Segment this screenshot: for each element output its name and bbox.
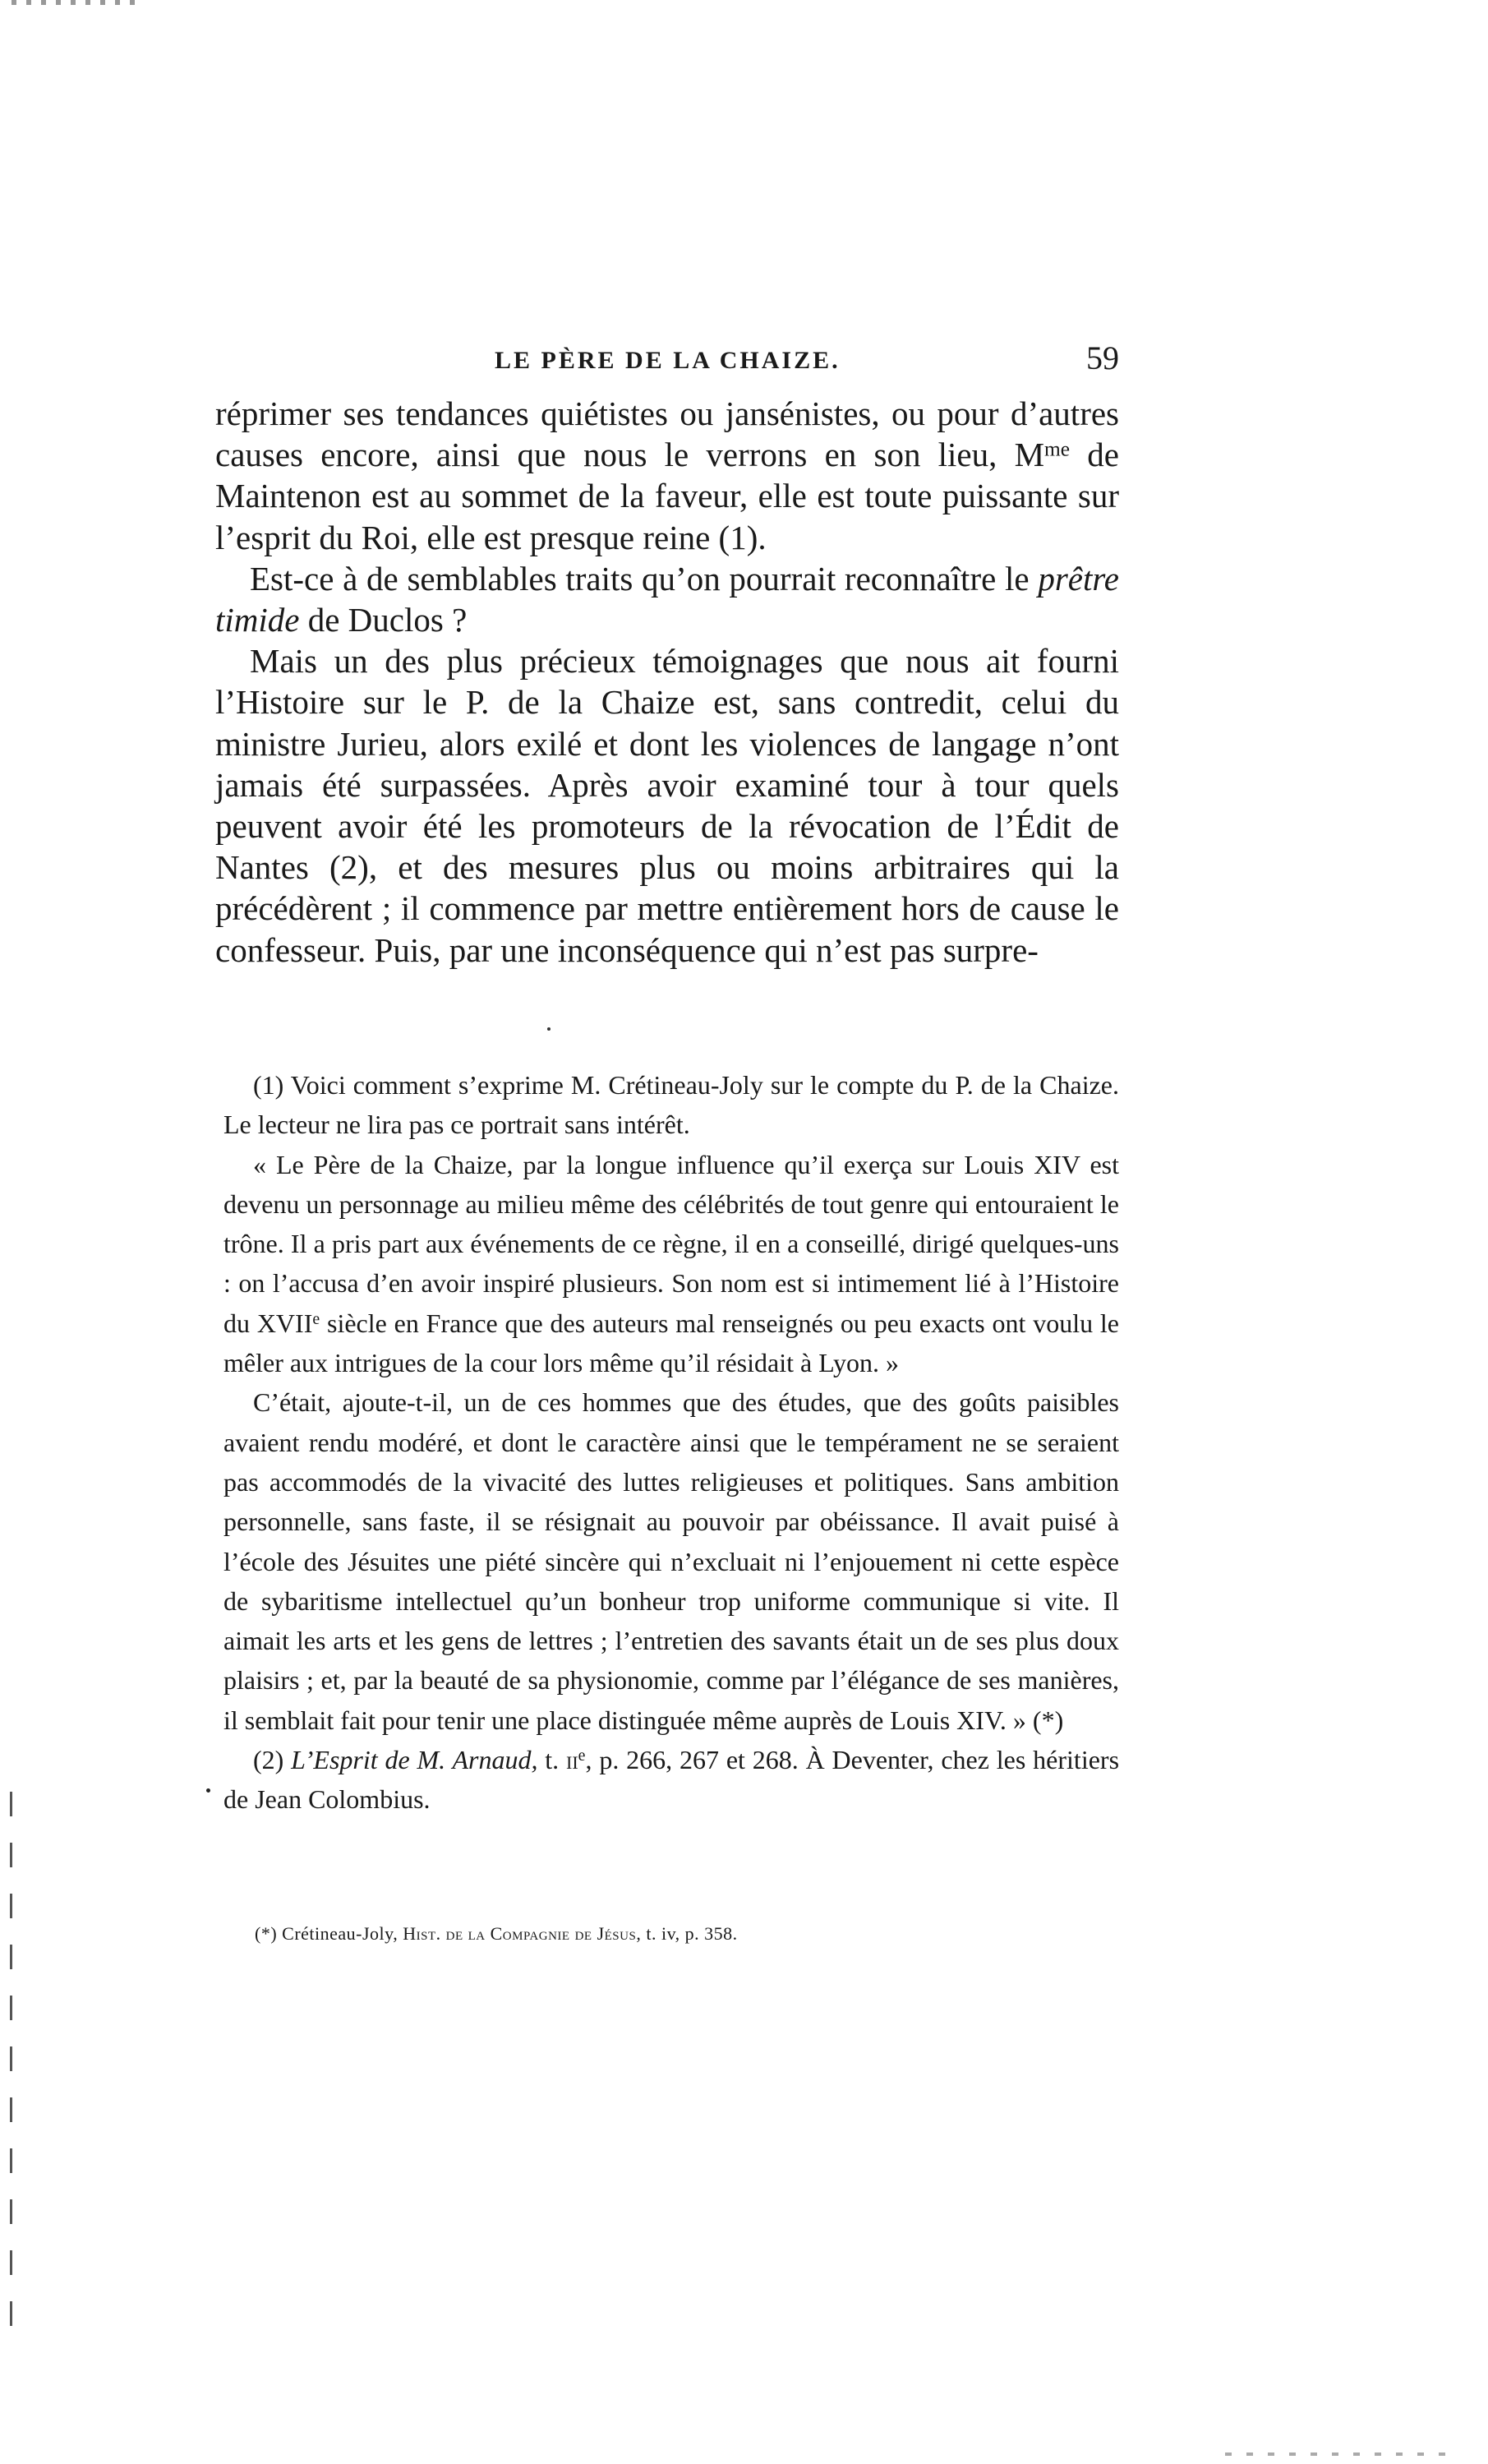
citation-note: (*) Crétineau-Joly, Hist. de la Compagnie de Jésus, t. iv, p. 358. xyxy=(255,1923,738,1944)
paragraph-1: réprimer ses tendances quiétistes ou jansénistes, ou pour d’autres causes encore, ainsi que nous le verrons en son lieu, $M^{me}$ de Maintenon est au sommet de la faveur, elle est toute puissante sur l’esprit du Roi, elle est presque reine (1). xyxy=(215,395,1119,556)
footnote-1-continuation: C’était, ajoute-t-il, un de ces hommes que des études, que des goûts paisibles avaient rendu modéré, et dont le caractère ainsi que le tempérament ne se seraient pas accommodés de la vivacité des luttes religieuses et politiques. Sans ambition personnelle, sans faste, il se résignait au pouvoir par obéissance. Il avait puisé à l’école des Jésuites une piété sincère qui n’excluait ni l’enjouement ni cette espèce de sybaritisme intellectuel qu’un bonheur trop uniforme communique si vite. Il aimait les arts et les gens de lettres ; l’entretien des savants était un de ses plus doux plaisirs ; et, par la beauté de sa physionomie, comme par l’élégance de ses manières, il semblait fait pour tenir une place distinguée même auprès de Louis XIV. » (*) xyxy=(223,1387,1119,1735)
paragraph-2: Est-ce à de semblables traits qu’on pourrait reconnaître le prêtre timide de Duclos ? xyxy=(215,559,1119,639)
footnote-2: (2) L’Esprit de M. Arnaud, t. $ii^e$, p. 266, 267 et 268. À Deventer, chez les héritiers de Jean Colombius. xyxy=(223,1745,1120,1815)
footnotes xyxy=(223,1065,1119,1820)
ink-dot xyxy=(547,1027,551,1031)
running-title: LE PÈRE DE LA CHAIZE. xyxy=(495,347,841,374)
scan-margin-marks xyxy=(10,1792,12,2334)
footnote-1: (1) Voici comment s’exprime M. Crétineau-Joly sur le compte du P. de la Chaize. Le lecteur ne lira pas ce portrait sans intérêt. xyxy=(223,1070,1119,1140)
running-head xyxy=(215,339,1119,385)
main-text xyxy=(215,393,1119,971)
footnote-1-quote: « Le Père de la Chaize, par la longue influence qu’il exerça sur Louis XIV est devenu un personnage au milieu même des célébrités de tout genre qui entouraient le trône. Il a pris part aux événements de ce règne, il en a conseillé, dirigé quelques-uns : on l’accusa d’en avoir inspiré plusieurs. Son nom est si intimement lié à l’Histoire du XVIIe siècle en France que des auteurs mal renseignés ou peu exacts ont voulu le mêler aux intrigues de la cour lors même qu’il résidait à Lyon. » xyxy=(223,1149,1120,1378)
scan-specks-top xyxy=(12,0,143,5)
page-number: 59 xyxy=(1086,339,1119,376)
paragraph-3: Mais un des plus précieux témoignages que nous ait fourni l’Histoire sur le P. de la Chaize est, sans contredit, celui du ministre Jurieu, alors exilé et dont les violences de langage n’ont jamais été surpassées. Après avoir examiné tour à tour quels peuvent avoir été les promoteurs de la révocation de l’Édit de Nantes (2), et des mesures plus ou moins arbitraires qui la précédèrent ; il commence par mettre entièrement hors de cause le confesseur. Puis, par une inconséquence qui n’est pas surpre- xyxy=(215,642,1119,969)
ink-dot-margin xyxy=(206,1788,210,1793)
scan-specks-bottom xyxy=(1225,2452,1455,2456)
